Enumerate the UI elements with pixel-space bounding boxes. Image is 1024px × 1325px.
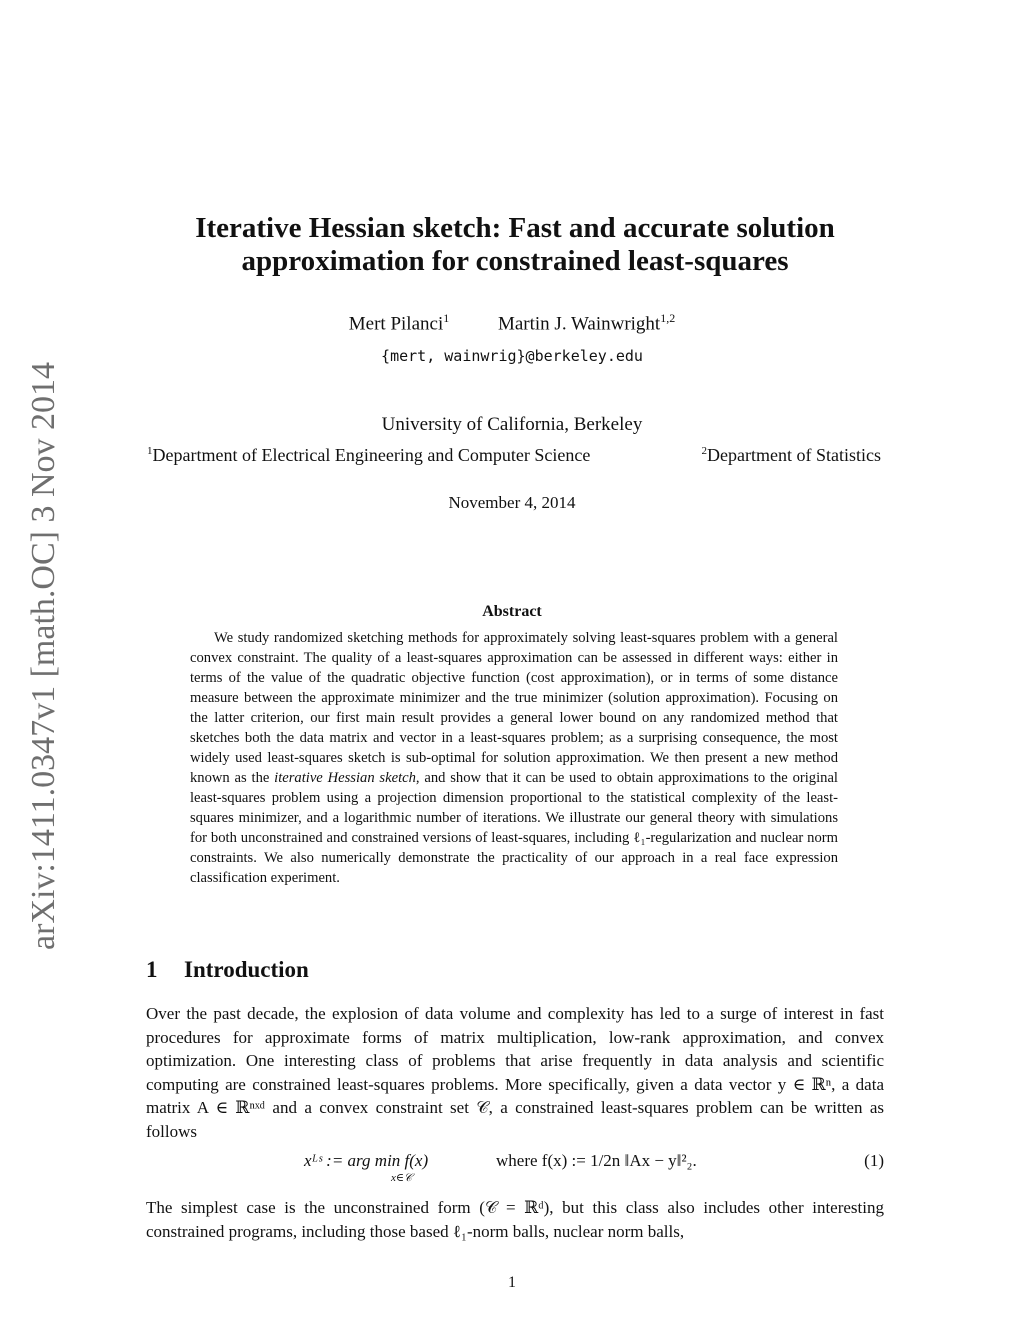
- section-title: Introduction: [184, 957, 309, 982]
- intro-paragraph: The simplest case is the unconstrained form (𝒞 = ℝᵈ), but this class also includes other interesting constrained programs, including those based ℓ₁-norm balls, nuclear norm balls,: [146, 1198, 884, 1241]
- university: University of California, Berkeley: [381, 414, 643, 435]
- equation-definition: where f(x) := 1/2n ‖Ax − y‖²₂.: [496, 1151, 697, 1170]
- abstract-text: , and show that it can be used to obtain approximations to the original least-squares problem using a projection dimension proportional to the statistical complexity of the least-squares minimizer, and a logarithmic number of iterations. We illustrate our general theory with simulations for both unconstrained and constrained versions of least-squares, including ℓ₁-regularization and nuclear norm constraints. We also numerically demonstrate the practicality of our approach in a real face expression classification experiment.: [190, 770, 838, 886]
- abstract-text: We study randomized sketching methods for approximately solving least-squares problem with a general convex constraint. The quality of a least-squares approximation can be assessed in different ways: either in terms of the value of the quadratic objective function (cost approximation), or in terms of some distance measure between the approximate minimizer and the true minimizer (solution approximation). Focusing on the latter criterion, our first main result provides a general lower bound on any randomized method that sketches both the data matrix and vector in a least-squares problem; as a surprising consequence, the most widely used least-squares sketch is sub-optimal for solution approximation. We then present a new method known as the: [190, 630, 838, 786]
- author-affiliation: 1: [443, 311, 450, 325]
- equation-lhs: xᴸˢ := arg min f(x): [304, 1151, 429, 1170]
- page-number: 1: [508, 1274, 516, 1291]
- paper-date: November 4, 2014: [448, 493, 576, 512]
- author-name: Martin J. Wainwright: [497, 313, 661, 335]
- author-affiliation: 1,2: [660, 311, 676, 325]
- arxiv-margin-stamp: arXiv:1411.0347v1 [math.OC] 3 Nov 2014: [25, 361, 62, 950]
- author-list: [0, 311, 1024, 335]
- abstract-heading: Abstract: [482, 603, 542, 620]
- section-heading: [146, 957, 309, 983]
- department-number: 1: [147, 445, 153, 457]
- department-2: [702, 445, 881, 466]
- department-name: Department of Electrical Engineering and Computer Science: [152, 445, 591, 465]
- author-email: {mert, wainwrig}@berkeley.edu: [381, 347, 643, 365]
- author: [349, 311, 449, 335]
- section-number: 1: [146, 957, 158, 982]
- department-number: 2: [701, 445, 708, 457]
- paper-title: Iterative Hessian sketch: Fast and accurate solution approximation for constrained least-squares: [195, 212, 835, 277]
- abstract-emphasis: iterative Hessian sketch: [274, 770, 416, 786]
- equation-number: (1): [864, 1151, 884, 1170]
- author: [498, 311, 675, 335]
- equation-1: [146, 1151, 884, 1187]
- department-1: [147, 445, 590, 466]
- department-name: Department of Statistics: [707, 445, 881, 465]
- author-name: Mert Pilanci: [348, 313, 444, 335]
- equation-subscript: x∈𝒞: [391, 1172, 413, 1184]
- abstract-body: [190, 628, 838, 888]
- intro-paragraph: Over the past decade, the explosion of data volume and complexity has led to a surge of interest in fast procedures for approximate forms of matrix multiplication, low-rank approximation, and convex optimization. One interesting class of problems that arise frequently in data analysis and scientific computing are constrained least-squares problems. More specifically, given a data vector y ∈ ℝⁿ, a data matrix A ∈ ℝⁿˣᵈ and a convex constraint set 𝒞, a constrained least-squares problem can be written as follows: [146, 1004, 884, 1141]
